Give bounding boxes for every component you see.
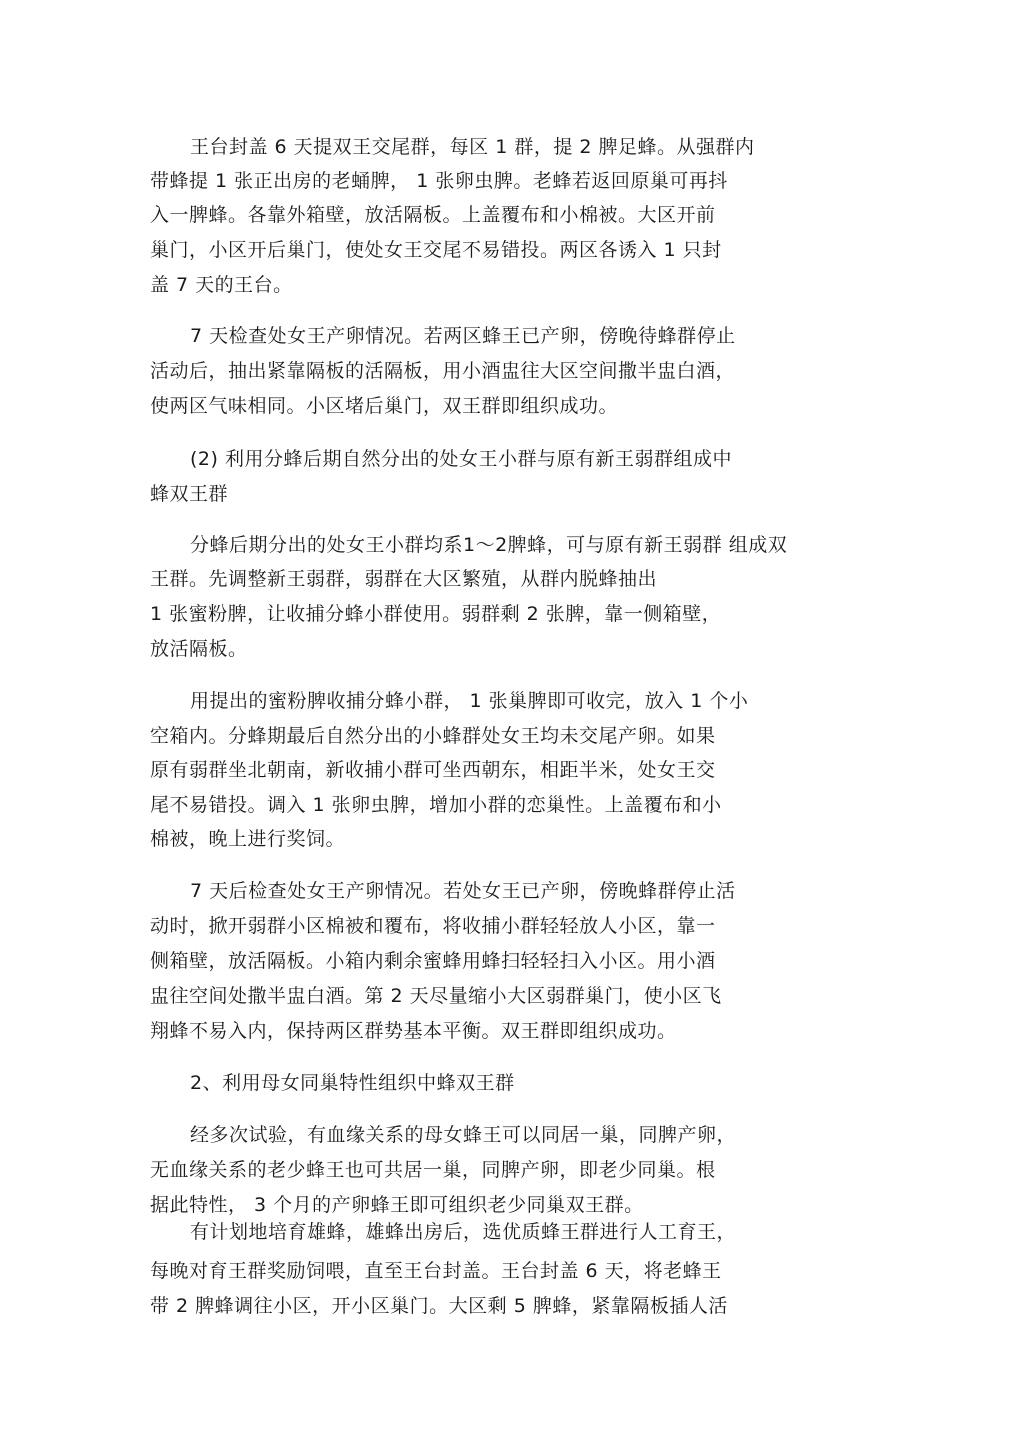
text-line: 入一脾蜂。各靠外箱壁，放活隔板。上盖覆布和小棉被。大区开前 [150, 204, 716, 226]
text-line: 分蜂后期分出的处女王小群均系1〜2脾蜂，可与原有新王弱群 组成双 [190, 534, 788, 556]
text-line: 尾不易错投。调入 1 张卵虫脾，增加小群的恋巢性。上盖覆布和小 [150, 794, 722, 816]
text-line: 棉被，晚上进行奖饲。 [150, 828, 346, 850]
section-heading: 蜂双王群 [150, 483, 229, 505]
text-line: 经多次试验，有血缘关系的母女蜂王可以同居一巢，同脾产卵， [190, 1124, 737, 1146]
text-line: 动时，掀开弱群小区棉被和覆布，将收捕小群轻轻放人小区，靠一 [150, 915, 716, 937]
section-heading: 2、利用母女同巢特性组织中蜂双王群 [190, 1072, 515, 1094]
text-line: 7 天后检查处女王产卵情况。若处女王已产卵，傍晚蜂群停止活 [190, 880, 736, 902]
text-line: 活动后，抽出紧靠隔板的活隔板，用小酒盅往大区空间撒半盅白酒， [150, 360, 736, 382]
text-line: 王群。先调整新王弱群，弱群在大区繁殖，从群内脱蜂抽出 [150, 568, 658, 590]
text-line: 带蜂提 1 张正出房的老蛹脾， 1 张卵虫脾。老蜂若返回原巢可再抖 [150, 170, 728, 192]
text-line: 王台封盖 6 天提双王交尾群，每区 1 群，提 2 脾足蜂。从强群内 [190, 136, 755, 158]
text-line: 放活隔板。 [150, 638, 248, 660]
text-line: 使两区气味相同。小区堵后巢门，双王群即组织成功。 [150, 395, 619, 417]
text-line: 无血缘关系的老少蜂王也可共居一巢，同脾产卵，即老少同巢。根 [150, 1159, 716, 1181]
text-line: 原有弱群坐北朝南，新收捕小群可坐西朝东，相距半米，处女王交 [150, 759, 716, 781]
text-line: 盅往空间处撒半盅白酒。第 2 天尽量缩小大区弱群巢门，使小区飞 [150, 985, 722, 1007]
text-line: 盖 7 天的王台。 [150, 274, 293, 296]
text-line: 侧箱壁，放活隔板。小箱内剩余蜜蜂用蜂扫轻轻扫入小区。用小酒 [150, 950, 716, 972]
text-line: 1 张蜜粉脾，让收捕分蜂小群使用。弱群剩 2 张脾，靠一侧箱壁， [150, 603, 722, 625]
text-line: 7 天检查处女王产卵情况。若两区蜂王已产卵，傍晚待蜂群停止 [190, 325, 736, 347]
text-line: 有计划地培育雄蜂，雄蜂出房后，选优质蜂王群进行人工育王， [190, 1221, 737, 1243]
text-line: 每晚对育王群奖励饲喂，直至王台封盖。王台封盖 6 天，将老蜂王 [150, 1260, 722, 1282]
text-line: 翔蜂不易入内，保持两区群势基本平衡。双王群即组织成功。 [150, 1020, 677, 1042]
text-line: 据此特性， 3 个月的产卵蜂王即可组织老少同巢双王群。 [150, 1194, 644, 1216]
text-line: 空箱内。分蜂期最后自然分出的小蜂群处女王均未交尾产卵。如果 [150, 725, 716, 747]
text-line: 用提出的蜜粉脾收捕分蜂小群， 1 张巢脾即可收完，放入 1 个小 [190, 690, 749, 712]
text-line: 带 2 脾蜂调往小区，开小区巢门。大区剩 5 脾蜂，紧靠隔板插人活 [150, 1295, 728, 1317]
section-heading: (2) 利用分蜂后期自然分出的处女王小群与原有新王弱群组成中 [190, 448, 732, 470]
text-line: 巢门，小区开后巢门，使处女王交尾不易错投。两区各诱入 1 只封 [150, 239, 722, 261]
